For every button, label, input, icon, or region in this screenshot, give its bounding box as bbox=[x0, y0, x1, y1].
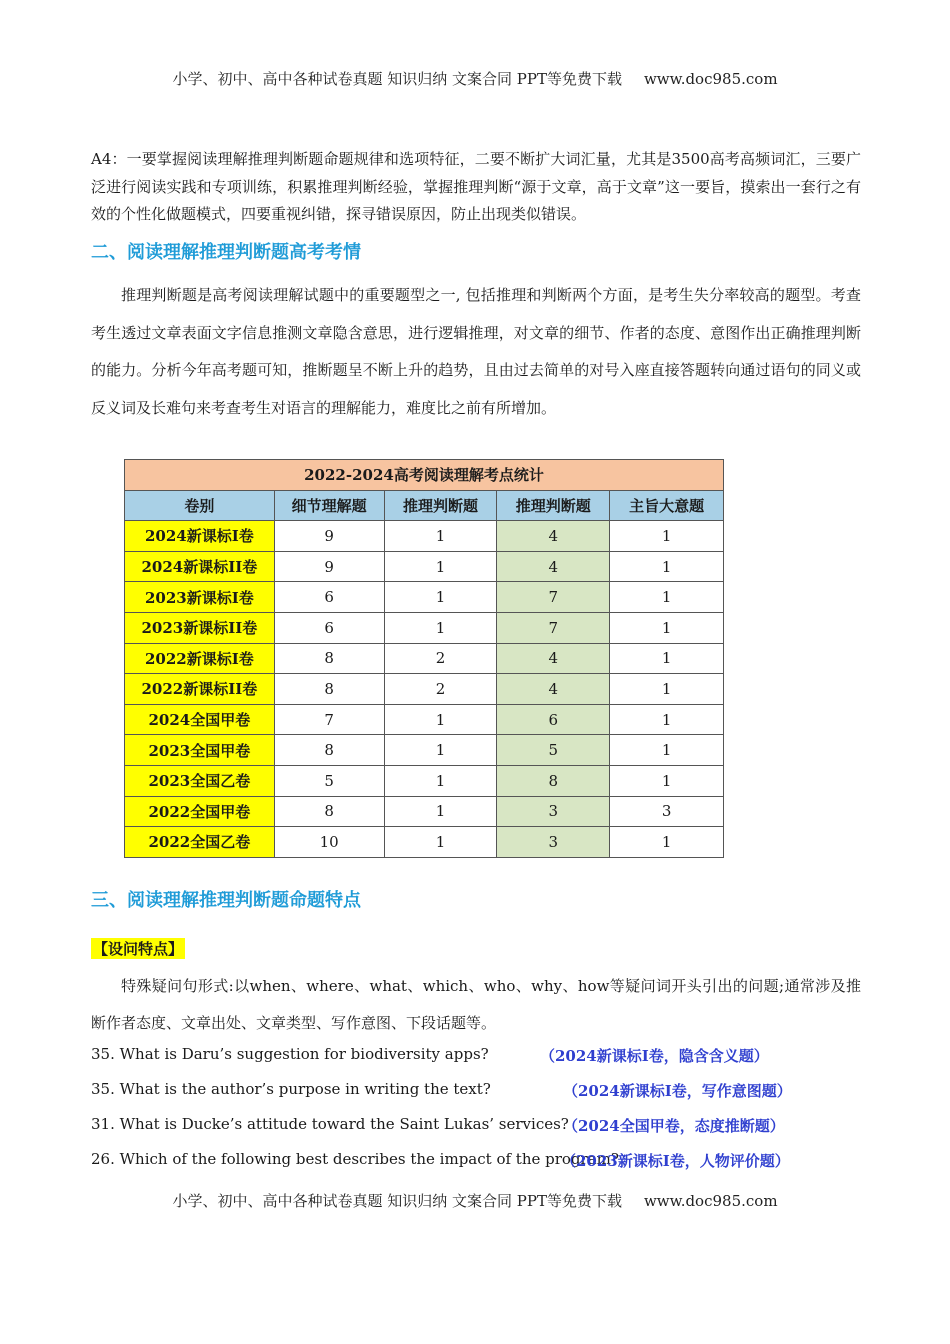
paper-name-cell: 2022新课标I卷 bbox=[125, 643, 275, 674]
table-row bbox=[125, 704, 724, 735]
count-cell: 1 bbox=[610, 674, 724, 705]
example-question: 35. What is Daru’s suggestion for biodiversity apps? bbox=[91, 1045, 489, 1063]
table-row bbox=[125, 674, 724, 705]
footer-text: 小学、初中、高中各种试卷真题 知识归纳 文案合同 PPT等免费下载 bbox=[172, 1192, 622, 1210]
count-cell: 1 bbox=[610, 735, 724, 766]
table-header: 推理判断题 bbox=[497, 490, 610, 521]
table-row bbox=[125, 735, 724, 766]
footer-site-link[interactable]: www.doc985.com bbox=[643, 1192, 778, 1210]
table-row bbox=[125, 551, 724, 582]
count-cell: 1 bbox=[384, 582, 497, 613]
header-text: 小学、初中、高中各种试卷真题 知识归纳 文案合同 PPT等免费下载 bbox=[172, 70, 622, 88]
count-cell: 4 bbox=[497, 643, 610, 674]
page-header bbox=[0, 68, 950, 89]
count-cell: 4 bbox=[497, 521, 610, 552]
count-cell: 1 bbox=[610, 612, 724, 643]
table-row bbox=[125, 521, 724, 552]
count-cell: 2 bbox=[384, 643, 497, 674]
count-cell: 10 bbox=[274, 827, 384, 858]
paper-name-cell: 2023全国乙卷 bbox=[125, 765, 275, 796]
count-cell: 7 bbox=[497, 612, 610, 643]
count-cell: 5 bbox=[497, 735, 610, 766]
example-question: 31. What is Ducke’s attitude toward the Saint Lukas’ services? bbox=[91, 1115, 569, 1133]
count-cell: 8 bbox=[274, 643, 384, 674]
count-cell: 6 bbox=[497, 704, 610, 735]
paper-name-cell: 2022新课标II卷 bbox=[125, 674, 275, 705]
count-cell: 1 bbox=[610, 521, 724, 552]
question-source: （2023新课标I卷，人物评价题） bbox=[561, 1152, 790, 1170]
section-3-paragraph: 特殊疑问句形式:以when、where、what、which、who、why、how等疑问词开头引出的问题;通常涉及推断作者态度、文章出处、文章类型、写作意图、下段话题等。 bbox=[91, 977, 861, 1032]
table-row bbox=[125, 582, 724, 613]
count-cell: 1 bbox=[610, 643, 724, 674]
example-question: 35. What is the author’s purpose in writing the text? bbox=[91, 1080, 491, 1098]
question-feature-tag: 【设问特点】 bbox=[93, 940, 184, 958]
count-cell: 4 bbox=[497, 551, 610, 582]
count-cell: 1 bbox=[610, 704, 724, 735]
table-header: 卷别 bbox=[125, 490, 275, 521]
count-cell: 1 bbox=[610, 827, 724, 858]
stats-table bbox=[124, 459, 724, 858]
count-cell: 8 bbox=[497, 765, 610, 796]
count-cell: 8 bbox=[274, 796, 384, 827]
table-row bbox=[125, 612, 724, 643]
count-cell: 3 bbox=[497, 827, 610, 858]
paper-name-cell: 2024新课标II卷 bbox=[125, 551, 275, 582]
page-footer bbox=[0, 1190, 950, 1211]
paper-name-cell: 2023全国甲卷 bbox=[125, 735, 275, 766]
count-cell: 2 bbox=[384, 674, 497, 705]
count-cell: 4 bbox=[497, 674, 610, 705]
example-question: 26. Which of the following best describes the impact of the program? bbox=[91, 1150, 619, 1168]
count-cell: 8 bbox=[274, 674, 384, 705]
count-cell: 8 bbox=[274, 735, 384, 766]
count-cell: 1 bbox=[384, 735, 497, 766]
count-cell: 1 bbox=[610, 551, 724, 582]
count-cell: 1 bbox=[384, 765, 497, 796]
count-cell: 1 bbox=[610, 582, 724, 613]
table-row bbox=[125, 643, 724, 674]
count-cell: 1 bbox=[384, 521, 497, 552]
paper-name-cell: 2024全国甲卷 bbox=[125, 704, 275, 735]
count-cell: 1 bbox=[384, 612, 497, 643]
table-row bbox=[125, 765, 724, 796]
count-cell: 1 bbox=[384, 827, 497, 858]
count-cell: 5 bbox=[274, 765, 384, 796]
section-2-title: 二、阅读理解推理判断题高考考情 bbox=[91, 242, 361, 263]
count-cell: 1 bbox=[384, 704, 497, 735]
section-2-paragraph: 推理判断题是高考阅读理解试题中的重要题型之一, 包括推理和判断两个方面，是考生失分率较高的题型。考查考生透过文章表面文字信息推测文章隐含意思，进行逻辑推理，对文章的细节、作者的态度、意图作出正确推理判断的能力。分析今年高考题可知，推断题呈不断上升的趋势，且由过去简单的对号入座直接答题转向通过语句的同义或反义词及长难句来考查考生对语言的理解能力，难度比之前有所增加。 bbox=[91, 286, 861, 417]
paper-name-cell: 2023新课标II卷 bbox=[125, 612, 275, 643]
table-header: 推理判断题 bbox=[384, 490, 497, 521]
table-header: 主旨大意题 bbox=[610, 490, 724, 521]
table-caption: 2022-2024高考阅读理解考点统计 bbox=[125, 460, 724, 491]
count-cell: 6 bbox=[274, 612, 384, 643]
count-cell: 3 bbox=[610, 796, 724, 827]
count-cell: 1 bbox=[384, 796, 497, 827]
table-row bbox=[125, 796, 724, 827]
header-site-link[interactable]: www.doc985.com bbox=[643, 70, 778, 88]
count-cell: 7 bbox=[497, 582, 610, 613]
section-3-title: 三、阅读理解推理判断题命题特点 bbox=[91, 890, 361, 911]
question-source: （2024全国甲卷，态度推断题） bbox=[563, 1117, 785, 1135]
count-cell: 7 bbox=[274, 704, 384, 735]
paper-name-cell: 2022全国乙卷 bbox=[125, 827, 275, 858]
paper-name-cell: 2023新课标I卷 bbox=[125, 582, 275, 613]
count-cell: 9 bbox=[274, 521, 384, 552]
count-cell: 1 bbox=[610, 765, 724, 796]
answer-a4: A4：一要掌握阅读理解推理判断题命题规律和选项特征，二要不断扩大词汇量，尤其是3500高考高频词汇，三要广泛进行阅读实践和专项训练，积累推理判断经验，掌握推理判断“源于文章，高于文章”这一要旨，摸索出一套行之有效的个性化做题模式，四要重视纠错，探寻错误原因，防止出现类似错误。 bbox=[91, 150, 861, 223]
question-source: （2024新课标I卷，写作意图题） bbox=[563, 1082, 792, 1100]
question-source: （2024新课标I卷，隐含含义题） bbox=[540, 1047, 769, 1065]
count-cell: 3 bbox=[497, 796, 610, 827]
table-row bbox=[125, 827, 724, 858]
paper-name-cell: 2024新课标I卷 bbox=[125, 521, 275, 552]
paper-name-cell: 2022全国甲卷 bbox=[125, 796, 275, 827]
table-header: 细节理解题 bbox=[274, 490, 384, 521]
count-cell: 6 bbox=[274, 582, 384, 613]
count-cell: 9 bbox=[274, 551, 384, 582]
count-cell: 1 bbox=[384, 551, 497, 582]
